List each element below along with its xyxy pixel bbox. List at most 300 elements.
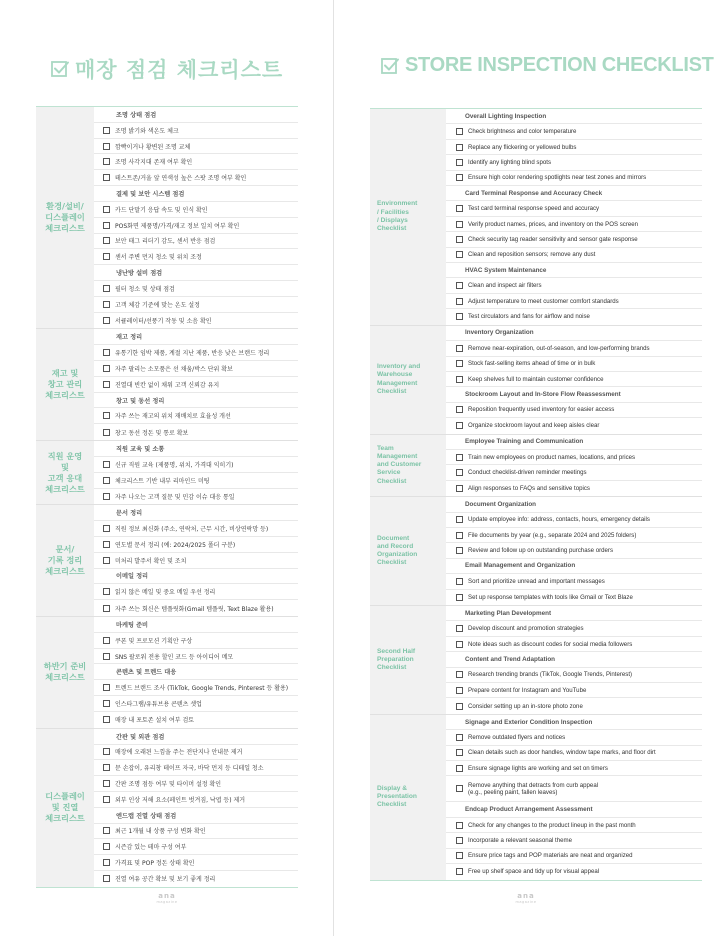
check-box-icon xyxy=(50,59,70,79)
checklist-item[interactable] xyxy=(446,278,702,293)
checklist-item-label: Set up response templates with tools like Gmail or Text Blaze xyxy=(468,593,633,601)
subsection-heading: Card Terminal Response and Accuracy Check xyxy=(446,186,702,201)
checklist-section xyxy=(36,107,298,329)
checklist-item[interactable] xyxy=(94,696,298,712)
subsection-heading: Marketing Plan Development xyxy=(446,606,702,621)
english-footer-logo xyxy=(506,892,546,904)
checklist-item-label: Adjust temperature to meet customer comfort standards xyxy=(468,297,619,305)
section-category xyxy=(370,606,446,714)
checkbox-icon[interactable] xyxy=(456,578,463,585)
checklist-item[interactable] xyxy=(94,649,298,665)
checkbox-icon[interactable] xyxy=(456,313,463,320)
english-title xyxy=(380,54,714,77)
checklist-item-label: 외부 인상 저해 요소(페인트 벗겨짐, 낙엽 등) 제거 xyxy=(115,796,246,804)
subsection-heading: 냉난방 설비 점검 xyxy=(94,265,298,281)
subsection-heading: 재고 정리 xyxy=(94,329,298,345)
checklist-item[interactable] xyxy=(446,637,702,652)
subsection-heading: 마케팅 준비 xyxy=(94,617,298,633)
section-items xyxy=(94,617,298,728)
checklist-section xyxy=(370,435,702,498)
checkbox-icon[interactable] xyxy=(456,485,463,492)
checklist-item-label: 연도별 문서 정리 (예: 2024/2025 폴더 구분) xyxy=(115,541,236,549)
checklist-item[interactable] xyxy=(446,864,702,879)
checklist-item[interactable] xyxy=(94,218,298,234)
checkbox-icon[interactable] xyxy=(456,406,463,413)
checkbox-icon[interactable] xyxy=(456,345,463,352)
section-category-label: Display & Presentation Checklist xyxy=(377,784,417,809)
checkbox-icon[interactable] xyxy=(103,716,110,723)
section-items xyxy=(446,326,702,434)
checkbox-icon[interactable] xyxy=(103,237,110,244)
checklist-item[interactable] xyxy=(446,621,702,636)
checklist-item-label: 고객 체감 기준에 맞는 온도 설정 xyxy=(115,301,200,309)
checklist-item-label: 카드 단말기 응답 속도 및 인식 확인 xyxy=(115,206,208,214)
checkbox-icon[interactable] xyxy=(103,684,110,691)
checkbox-icon[interactable] xyxy=(103,557,110,564)
checklist-item-label: Stock fast-selling items ahead of time or in bulk xyxy=(468,360,596,368)
subsection-heading: 조명 상태 점검 xyxy=(94,107,298,123)
checkbox-icon[interactable] xyxy=(456,422,463,429)
checklist-item[interactable] xyxy=(94,234,298,250)
checklist-item[interactable] xyxy=(446,155,702,170)
subsection-heading: 직원 교육 및 소통 xyxy=(94,441,298,457)
checkbox-icon[interactable] xyxy=(456,625,463,632)
checklist-item-label: 매장에 오래된 느낌을 주는 전단지나 안내문 제거 xyxy=(115,749,243,757)
checkbox-icon[interactable] xyxy=(456,765,463,772)
checklist-item-label: Consider setting up an in-store photo zone xyxy=(468,702,583,710)
check-box-icon xyxy=(380,56,400,76)
section-items xyxy=(94,441,298,504)
checklist-item[interactable] xyxy=(94,281,298,297)
checklist-item[interactable] xyxy=(446,232,702,247)
checklist-item[interactable] xyxy=(446,818,702,833)
section-items xyxy=(446,435,702,497)
checklist-item-label: Clean and reposition sensors; remove any dust xyxy=(468,251,596,259)
checkbox-icon[interactable] xyxy=(456,516,463,523)
korean-checklist-table xyxy=(36,106,298,888)
checklist-item[interactable] xyxy=(94,345,298,361)
checklist-item[interactable] xyxy=(94,584,298,600)
checklist-item-label: 최근 1개월 내 상품 구성 변화 확인 xyxy=(115,828,206,836)
checklist-item[interactable] xyxy=(94,712,298,728)
checklist-item-label: 필터 청소 및 상태 점검 xyxy=(115,285,175,293)
checklist-item-label: Remove outdated flyers and notices xyxy=(468,733,566,741)
checklist-item[interactable] xyxy=(446,543,702,558)
checkbox-icon[interactable] xyxy=(456,236,463,243)
checklist-item-label: Align responses to FAQs and sensitive topics xyxy=(468,484,590,492)
checklist-item-label: Ensure high color rendering spotlights near test zones and mirrors xyxy=(468,174,647,182)
checkbox-icon[interactable] xyxy=(103,605,110,612)
checkbox-icon[interactable] xyxy=(103,158,110,165)
checklist-item-label: Identify any lighting blind spots xyxy=(468,158,551,166)
checklist-item-label: Ensure signage lights are working and set on timers xyxy=(468,764,608,772)
english-title-text: STORE INSPECTION CHECKLIST xyxy=(405,54,714,76)
checkbox-icon[interactable] xyxy=(456,749,463,756)
checklist-item-label: Sort and prioritize unread and important messages xyxy=(468,577,605,585)
checklist-item[interactable] xyxy=(94,537,298,553)
checklist-item-label: 진열대 빈칸 없이 채워 고객 신뢰감 유지 xyxy=(115,381,220,389)
checkbox-icon[interactable] xyxy=(456,159,463,166)
subsection-heading: Email Management and Organization xyxy=(446,559,702,574)
section-category-label: 디스플레이 및 진열 체크리스트 xyxy=(45,791,85,824)
section-category xyxy=(370,715,446,880)
checklist-item-label: 가격표 및 POP 정돈 상태 확인 xyxy=(115,860,195,868)
checklist-item-label: 미처리 발주서 확인 및 조치 xyxy=(115,557,187,565)
checklist-item-label: 자주 쓰는 회신은 템플릿화(Gmail 템플릿, Text Blaze 활용) xyxy=(115,605,274,613)
checklist-item[interactable] xyxy=(446,357,702,372)
checkbox-icon[interactable] xyxy=(456,594,463,601)
checkbox-icon[interactable] xyxy=(103,541,110,548)
checklist-item-label: 체크리스트 기반 내부 리마인드 미팅 xyxy=(115,477,210,485)
checklist-item[interactable] xyxy=(446,418,702,433)
checkbox-icon[interactable] xyxy=(456,641,463,648)
checklist-item[interactable] xyxy=(446,698,702,713)
section-category xyxy=(36,441,94,504)
checkbox-icon[interactable] xyxy=(456,671,463,678)
checkbox-icon[interactable] xyxy=(456,532,463,539)
checklist-section xyxy=(370,326,702,435)
checklist-item-label: 시즌감 있는 테마 구성 여부 xyxy=(115,844,187,852)
section-items xyxy=(94,329,298,440)
checklist-item-label: 센서 주변 먼지 청소 및 위치 조정 xyxy=(115,254,202,262)
checkbox-icon[interactable] xyxy=(456,868,463,875)
checklist-item-label: Remove anything that detracts from curb appeal (e.g., peeling paint, fallen leaves) xyxy=(468,781,599,796)
checklist-item-label: SNS 팔로워 전용 할인 코드 등 아이디어 메모 xyxy=(115,653,234,661)
checklist-item[interactable] xyxy=(446,171,702,186)
checkbox-icon[interactable] xyxy=(456,174,463,181)
checklist-item[interactable] xyxy=(94,824,298,840)
section-category xyxy=(36,107,94,328)
checklist-section xyxy=(370,109,702,326)
checklist-item[interactable] xyxy=(94,792,298,808)
subsection-heading: Document Organization xyxy=(446,497,702,512)
section-category-label: 환경/설비/ 디스플레이 체크리스트 xyxy=(45,201,85,234)
checkbox-icon[interactable] xyxy=(103,174,110,181)
checkbox-icon[interactable] xyxy=(103,780,110,787)
checklist-item[interactable] xyxy=(446,124,702,139)
checklist-item-label: Review and follow up on outstanding purchase orders xyxy=(468,547,613,555)
checklist-item[interactable] xyxy=(446,341,702,356)
checklist-item[interactable] xyxy=(94,489,298,505)
checkbox-icon[interactable] xyxy=(456,822,463,829)
checkbox-icon[interactable] xyxy=(103,301,110,308)
checklist-item[interactable] xyxy=(94,553,298,569)
section-category-label: Environment / Facilities / Displays Checklist xyxy=(377,200,418,233)
checklist-item[interactable] xyxy=(94,521,298,537)
checklist-item-label: Remove near-expiration, out-of-season, and low-performing brands xyxy=(468,344,650,352)
checklist-item-label: 보안 태그 리더기 감도, 센서 반응 점검 xyxy=(115,238,216,246)
checkbox-icon[interactable] xyxy=(456,785,463,792)
section-category-label: 문서/ 기록 정리 체크리스트 xyxy=(45,544,85,577)
checkbox-icon[interactable] xyxy=(456,734,463,741)
checkbox-icon[interactable] xyxy=(456,852,463,859)
checklist-item[interactable] xyxy=(446,465,702,480)
checkbox-icon[interactable] xyxy=(103,827,110,834)
section-category-label: Team Management and Customer Service Checklist xyxy=(377,444,422,485)
section-category-label: Document and Record Organization Checklist xyxy=(377,534,418,567)
checkbox-icon[interactable] xyxy=(456,687,463,694)
checklist-item-label: Note ideas such as discount codes for social media followers xyxy=(468,640,633,648)
section-items xyxy=(446,109,702,325)
section-items xyxy=(446,497,702,605)
checklist-item-label: Conduct checklist-driven reminder meetings xyxy=(468,469,587,477)
checkbox-icon[interactable] xyxy=(456,360,463,367)
checkbox-icon[interactable] xyxy=(456,469,463,476)
checklist-item[interactable] xyxy=(94,123,298,139)
checklist-item-label: File documents by year (e.g., separate 2024 and 2025 folders) xyxy=(468,531,637,539)
checkbox-icon[interactable] xyxy=(456,251,463,258)
section-items xyxy=(94,505,298,616)
checklist-section xyxy=(370,715,702,880)
checkbox-icon[interactable] xyxy=(103,253,110,260)
checkbox-icon[interactable] xyxy=(103,222,110,229)
page-divider xyxy=(333,0,334,936)
checkbox-icon[interactable] xyxy=(456,144,463,151)
checklist-item[interactable] xyxy=(446,309,702,324)
checkbox-icon[interactable] xyxy=(103,588,110,595)
subsection-heading: 이메일 정리 xyxy=(94,569,298,585)
checklist-item-label: 쿠폰 및 프로모션 기획안 구상 xyxy=(115,637,193,645)
checklist-item[interactable] xyxy=(446,574,702,589)
checklist-item-label: Keep shelves full to maintain customer confidence xyxy=(468,375,604,383)
checklist-item[interactable] xyxy=(94,855,298,871)
section-category-label: 직원 운영 및 고객 응대 체크리스트 xyxy=(45,450,85,494)
checklist-item[interactable] xyxy=(94,408,298,424)
checklist-item[interactable] xyxy=(94,776,298,792)
checklist-item[interactable] xyxy=(446,761,702,776)
checklist-item-label: Ensure price tags and POP materials are neat and organized xyxy=(468,852,633,860)
checkbox-icon[interactable] xyxy=(456,837,463,844)
checklist-item[interactable] xyxy=(446,746,702,761)
section-items xyxy=(446,606,702,714)
section-category-label: Inventory and Warehouse Management Checklist xyxy=(377,363,421,395)
korean-title xyxy=(50,54,283,84)
checkbox-icon[interactable] xyxy=(456,221,463,228)
subsection-heading: HVAC System Maintenance xyxy=(446,263,702,278)
checklist-item[interactable] xyxy=(94,424,298,440)
checklist-item[interactable] xyxy=(94,457,298,473)
checklist-item[interactable] xyxy=(94,839,298,855)
checkbox-icon[interactable] xyxy=(103,461,110,468)
checklist-item[interactable] xyxy=(94,633,298,649)
section-items xyxy=(94,107,298,328)
checklist-item[interactable] xyxy=(94,249,298,265)
section-category xyxy=(36,505,94,616)
checklist-item-label: 진열 여유 공간 확보 및 보기 좋게 정리 xyxy=(115,876,216,884)
checklist-item[interactable] xyxy=(94,600,298,616)
korean-footer-logo xyxy=(147,892,187,904)
checklist-item[interactable] xyxy=(94,170,298,186)
checklist-item[interactable] xyxy=(446,513,702,528)
checklist-item[interactable] xyxy=(446,668,702,683)
checkbox-icon[interactable] xyxy=(456,547,463,554)
checkbox-icon[interactable] xyxy=(103,381,110,388)
checklist-section xyxy=(36,441,298,505)
checkbox-icon[interactable] xyxy=(103,525,110,532)
checkbox-icon[interactable] xyxy=(456,376,463,383)
checklist-item-label: 트렌드 브랜드 조사 (TikTok, Google Trends, Pinterest 등 활용) xyxy=(115,685,289,693)
checkbox-icon[interactable] xyxy=(103,429,110,436)
checkbox-icon[interactable] xyxy=(456,282,463,289)
checklist-item[interactable] xyxy=(446,294,702,309)
checklist-item-label: 자주 팔리는 소모품은 선 채움/박스 단위 확보 xyxy=(115,365,233,373)
checkbox-icon[interactable] xyxy=(103,349,110,356)
checklist-item-label: Prepare content for Instagram and YouTube xyxy=(468,686,587,694)
checkbox-icon[interactable] xyxy=(103,317,110,324)
checkbox-icon[interactable] xyxy=(103,143,110,150)
checklist-item-label: 매장 내 포토존 설치 여부 검토 xyxy=(115,717,195,725)
checklist-item-label: Reposition frequently used inventory for easier access xyxy=(468,406,615,414)
section-category xyxy=(36,617,94,728)
checklist-item-label: Clean and inspect air filters xyxy=(468,282,542,290)
checklist-item-label: Test card terminal response speed and accuracy xyxy=(468,205,600,213)
checklist-item[interactable] xyxy=(94,377,298,393)
checklist-item-label: 인스타그램/유튜브용 콘텐츠 셋업 xyxy=(115,700,202,708)
checkbox-icon[interactable] xyxy=(456,298,463,305)
section-items xyxy=(94,729,298,887)
checklist-section xyxy=(370,606,702,715)
checklist-item-label: 신규 직원 교육 (제품명, 위치, 가격대 익히기) xyxy=(115,461,234,469)
checkbox-icon[interactable] xyxy=(103,637,110,644)
checkbox-icon[interactable] xyxy=(103,365,110,372)
subsection-heading: 문서 정리 xyxy=(94,505,298,521)
checklist-item[interactable] xyxy=(446,201,702,216)
subsection-heading: Endcap Product Arrangement Assessment xyxy=(446,802,702,817)
checklist-item[interactable] xyxy=(446,481,702,496)
logo-text: ana xyxy=(517,892,535,900)
checklist-item-label: 깜빡이거나 황변된 조명 교체 xyxy=(115,143,191,151)
checklist-section xyxy=(36,505,298,617)
checklist-item-label: Check for any changes to the product lineup in the past month xyxy=(468,821,636,829)
checklist-item-label: Free up shelf space and tidy up for visual appeal xyxy=(468,868,600,876)
subsection-heading: Signage and Exterior Condition Inspection xyxy=(446,715,702,730)
checklist-item[interactable] xyxy=(446,450,702,465)
checklist-item[interactable] xyxy=(94,313,298,329)
checklist-item-label: 유통기한 임박 제품, 계절 지난 제품, 반응 낮은 브랜드 정리 xyxy=(115,350,270,358)
checklist-section xyxy=(36,329,298,441)
checklist-item[interactable] xyxy=(446,403,702,418)
checkbox-icon[interactable] xyxy=(103,493,110,500)
checklist-item-label: 직원 정보 최신화 (주소, 연락처, 근무 시간, 비상연락망 등) xyxy=(115,526,269,534)
checklist-item[interactable] xyxy=(94,202,298,218)
checkbox-icon[interactable] xyxy=(103,748,110,755)
logo-subtext: magazine xyxy=(515,900,537,904)
checklist-item-label: Check brightness and color temperature xyxy=(468,128,577,136)
checklist-item-label: Update employee info: address, contacts, hours, emergency details xyxy=(468,516,650,524)
checklist-item-label: 자주 나오는 고객 질문 및 민감 이슈 대응 통일 xyxy=(115,493,235,501)
checklist-item[interactable] xyxy=(446,776,702,802)
checklist-item[interactable] xyxy=(446,248,702,263)
checklist-item-label: 읽지 않은 메일 및 중요 메일 우선 정리 xyxy=(115,589,216,597)
section-category-label: 하반기 준비 체크리스트 xyxy=(43,661,87,683)
checklist-section xyxy=(36,617,298,729)
subsection-heading: Inventory Organization xyxy=(446,326,702,341)
checkbox-icon[interactable] xyxy=(103,764,110,771)
checkbox-icon[interactable] xyxy=(456,128,463,135)
checkbox-icon[interactable] xyxy=(456,454,463,461)
checklist-item-label: Replace any flickering or yellowed bulbs xyxy=(468,143,577,151)
checkbox-icon[interactable] xyxy=(103,206,110,213)
checklist-item[interactable] xyxy=(446,217,702,232)
checklist-item-label: 조명 사각지대 존재 여부 확인 xyxy=(115,159,193,167)
checklist-item-label: 자주 쓰는 재고의 위치 재배치로 효율성 개선 xyxy=(115,413,231,421)
checklist-item-label: 서큘레이터/선풍기 작동 및 소음 확인 xyxy=(115,317,212,325)
english-checklist-table xyxy=(370,108,702,881)
checklist-section xyxy=(36,729,298,887)
checkbox-icon[interactable] xyxy=(103,127,110,134)
checklist-item[interactable] xyxy=(94,361,298,377)
section-category xyxy=(36,329,94,440)
checklist-item[interactable] xyxy=(446,730,702,745)
checklist-item[interactable] xyxy=(446,590,702,605)
checkbox-icon[interactable] xyxy=(103,653,110,660)
checklist-item-label: Verify product names, prices, and inventory on the POS screen xyxy=(468,220,639,228)
checklist-item-label: Test circulators and fans for airflow and noise xyxy=(468,313,590,321)
checklist-item[interactable] xyxy=(446,372,702,387)
subsection-heading: 간판 및 외관 점검 xyxy=(94,729,298,745)
checklist-item-label: Develop discount and promotion strategies xyxy=(468,625,584,633)
checklist-item[interactable] xyxy=(94,473,298,489)
checklist-item[interactable] xyxy=(94,139,298,155)
checkbox-icon[interactable] xyxy=(103,285,110,292)
checklist-item-label: 테스트존/거울 앞 연색성 높은 스팟 조명 여부 확인 xyxy=(115,175,247,183)
section-category xyxy=(36,729,94,887)
checkbox-icon[interactable] xyxy=(103,477,110,484)
checkbox-icon[interactable] xyxy=(103,875,110,882)
checklist-item[interactable] xyxy=(94,154,298,170)
logo-text: ana xyxy=(158,892,176,900)
checklist-item[interactable] xyxy=(94,680,298,696)
checklist-item[interactable] xyxy=(94,871,298,887)
checklist-item-label: 문 손잡이, 유리창 테이프 자국, 바닥 먼지 등 디테일 청소 xyxy=(115,765,264,773)
logo-subtext: magazine xyxy=(156,900,178,904)
checkbox-icon[interactable] xyxy=(456,703,463,710)
section-category xyxy=(370,109,446,325)
korean-title-text: 매장 점검 체크리스트 xyxy=(75,58,284,82)
subsection-heading: 콘텐츠 및 트렌드 대응 xyxy=(94,664,298,680)
checklist-item-label: Research trending brands (TikTok, Google Trends, Pinterest) xyxy=(468,671,633,679)
subsection-heading: Employee Training and Communication xyxy=(446,435,702,450)
checkbox-icon[interactable] xyxy=(103,843,110,850)
checkbox-icon[interactable] xyxy=(103,859,110,866)
checklist-item-label: Train new employees on product names, locations, and prices xyxy=(468,453,636,461)
subsection-heading: 엔드캡 진열 상태 점검 xyxy=(94,808,298,824)
checklist-item-label: Check security tag reader sensitivity and sensor gate response xyxy=(468,235,638,243)
checklist-item[interactable] xyxy=(446,683,702,698)
checklist-item-label: Organize stockroom layout and keep aisles clear xyxy=(468,422,600,430)
checklist-item-label: Clean details such as door handles, window tape marks, and floor dirt xyxy=(468,749,656,757)
checklist-item-label: POS화면 제품명/가격/재고 정보 일치 여부 확인 xyxy=(115,222,240,230)
checklist-item[interactable] xyxy=(446,140,702,155)
subsection-heading: Content and Trend Adaptation xyxy=(446,652,702,667)
checkbox-icon[interactable] xyxy=(103,412,110,419)
subsection-heading: 결제 및 보안 시스템 점검 xyxy=(94,186,298,202)
section-category xyxy=(370,497,446,605)
checklist-item[interactable] xyxy=(446,833,702,848)
checkbox-icon[interactable] xyxy=(103,700,110,707)
section-category xyxy=(370,326,446,434)
section-category xyxy=(370,435,446,497)
checklist-item[interactable] xyxy=(94,745,298,761)
checklist-item[interactable] xyxy=(94,297,298,313)
checklist-item[interactable] xyxy=(446,849,702,864)
checklist-item-label: Incorporate a relevant seasonal theme xyxy=(468,836,572,844)
checkbox-icon[interactable] xyxy=(456,205,463,212)
subsection-heading: Stockroom Layout and In-Store Flow Reassessment xyxy=(446,387,702,402)
checklist-item[interactable] xyxy=(446,528,702,543)
checkbox-icon[interactable] xyxy=(103,796,110,803)
checklist-item[interactable] xyxy=(94,760,298,776)
